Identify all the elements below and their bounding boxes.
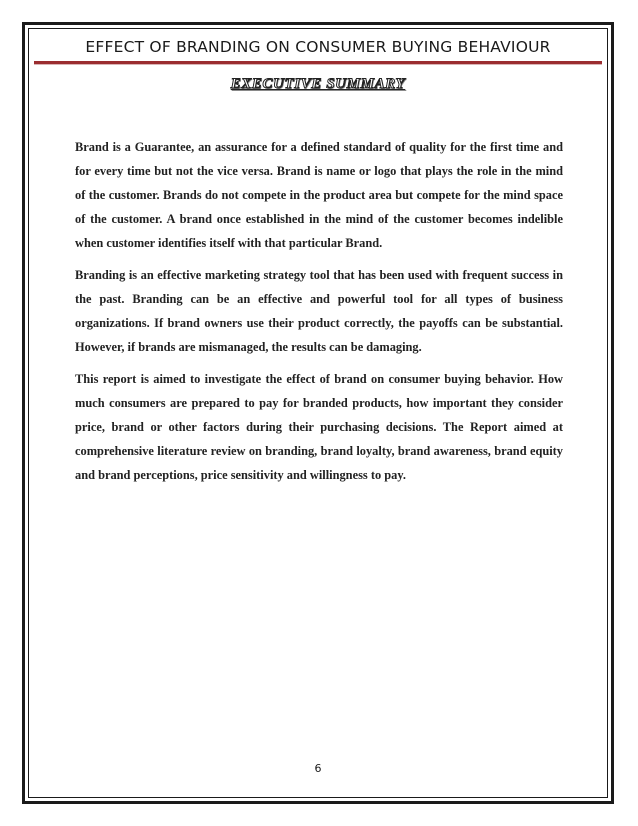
section-title: EXECUTIVE SUMMARY xyxy=(230,76,406,92)
paragraph: Brand is a Guarantee, an assurance for a defined standard of quality for the first time and for every time but not the vice versa. Brand is name or logo that plays the role in the mind of the customer. Brands do not compete in the product area but compete for the mind space of the customer. A brand once established in the mind of the customer becomes indelible when customer identifies itself with that particular Brand. xyxy=(75,140,563,250)
paragraph: This report is aimed to investigate the effect of brand on consumer buying behavior. How much consumers are prepared to pay for branded products, how important they consider price, brand or other factors during their purchasing decisions. The Report aimed at comprehensive literature review on branding, brand loyalty, brand awareness, brand equity and brand perceptions, price sensitivity and willingness to pay. xyxy=(75,372,563,482)
page-number: 6 xyxy=(314,762,322,775)
running-header: EFFECT OF BRANDING ON CONSUMER BUYING BEHAVIOUR xyxy=(85,38,551,56)
paragraph: Branding is an effective marketing strategy tool that has been used with frequent success in the past. Branding can be an effective and powerful tool for all types of business organizations. If brand owners use their product correctly, the payoffs can be substantial. However, if brands are mismanaged, the results can be damaging. xyxy=(75,268,563,354)
body-text xyxy=(75,135,563,495)
header-divider-shadow xyxy=(34,64,602,65)
